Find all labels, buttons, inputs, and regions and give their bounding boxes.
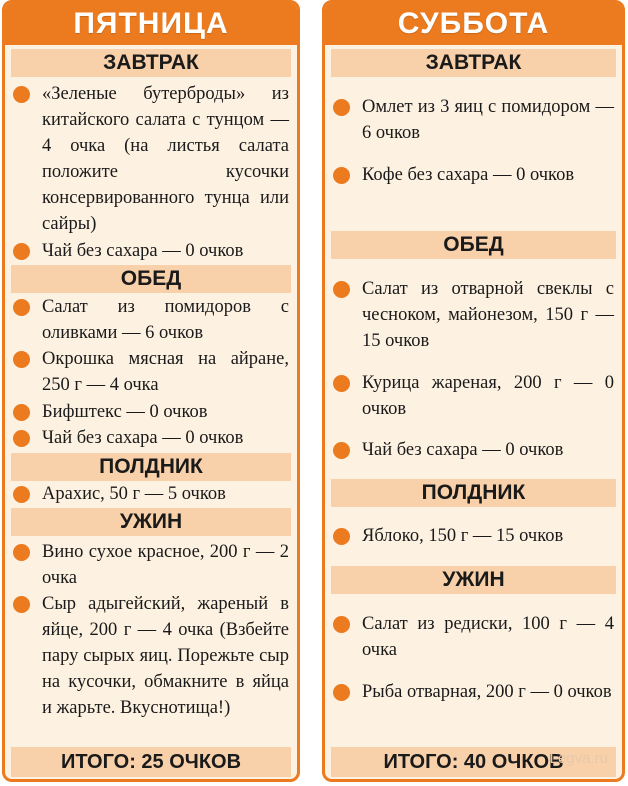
total-friday: ИТОГО: 25 ОЧКОВ xyxy=(11,747,291,777)
list-item: Бифштекс — 0 очков xyxy=(13,399,289,425)
bullet-icon xyxy=(13,299,30,316)
bullet-icon xyxy=(13,596,30,613)
list-item: Яблоко, 150 г — 15 очков xyxy=(333,523,614,549)
bullet-icon xyxy=(333,375,350,392)
section-breakfast-saturday: ЗАВТРАК xyxy=(331,49,616,77)
bullet-icon xyxy=(333,684,350,701)
list-item: Чай без сахара — 0 очков xyxy=(13,238,289,264)
list-item: Рыба отварная, 200 г — 0 очков xyxy=(333,679,614,705)
total-saturday: ИТОГО: 40 ОЧКОВ xyxy=(331,747,616,777)
list-item: Салат из редиски, 100 г — 4 очка xyxy=(333,611,614,663)
list-item: Курица жареная, 200 г — 0 очков xyxy=(333,370,614,422)
day-title-saturday: СУББОТА xyxy=(325,3,622,45)
list-item: Окрошка мясная на айране, 250 г — 4 очка xyxy=(13,346,289,398)
list-item: Сыр адыгейский, жареный в яйце, 200 г — 4 очка (Взбейте пару сырых яиц. Порежьте сыр на кусочки, обмакните в яйца и жарьте. Вкуснотища!) xyxy=(13,591,289,721)
bullet-icon xyxy=(13,486,30,503)
list-item: Салат из помидоров с оливками — 6 очков xyxy=(13,294,289,346)
section-snack-friday: ПОЛДНИК xyxy=(11,453,291,481)
list-item: Салат из отварной свеклы с чесноком, майонезом, 150 г — 15 очков xyxy=(333,276,614,354)
bullet-icon xyxy=(333,281,350,298)
list-item: Арахис, 50 г — 5 очков xyxy=(13,481,289,507)
saturday-column xyxy=(322,0,625,782)
bullet-icon xyxy=(333,99,350,116)
bullet-icon xyxy=(13,86,30,103)
list-item: Чай без сахара — 0 очков xyxy=(333,437,614,463)
bullet-icon xyxy=(333,442,350,459)
bullet-icon xyxy=(333,528,350,545)
list-item: Вино сухое красное, 200 г — 2 очка xyxy=(13,539,289,591)
section-dinner-saturday: УЖИН xyxy=(331,566,616,594)
section-lunch-saturday: ОБЕД xyxy=(331,231,616,259)
bullet-icon xyxy=(333,616,350,633)
section-lunch-friday: ОБЕД xyxy=(11,265,291,293)
list-item: Омлет из 3 яиц с помидором — 6 очков xyxy=(333,94,614,146)
bullet-icon xyxy=(333,167,350,184)
list-item: «Зеленые бутерброды» из китайского салата с тунцом — 4 очка (на листья салата положите кусочки консервированного тунца или сайры) xyxy=(13,81,289,237)
list-item: Чай без сахара — 0 очков xyxy=(13,425,289,451)
section-breakfast-friday: ЗАВТРАК xyxy=(11,49,291,77)
bullet-icon xyxy=(13,430,30,447)
bullet-icon xyxy=(13,544,30,561)
section-dinner-friday: УЖИН xyxy=(11,508,291,536)
list-item: Кофе без сахара — 0 очков xyxy=(333,162,614,188)
day-title-friday: ПЯТНИЦА xyxy=(5,3,297,45)
bullet-icon xyxy=(13,404,30,421)
bullet-icon xyxy=(13,351,30,368)
friday-column xyxy=(2,0,300,782)
watermark: Legva.ru xyxy=(549,750,608,767)
section-snack-saturday: ПОЛДНИК xyxy=(331,479,616,507)
bullet-icon xyxy=(13,243,30,260)
